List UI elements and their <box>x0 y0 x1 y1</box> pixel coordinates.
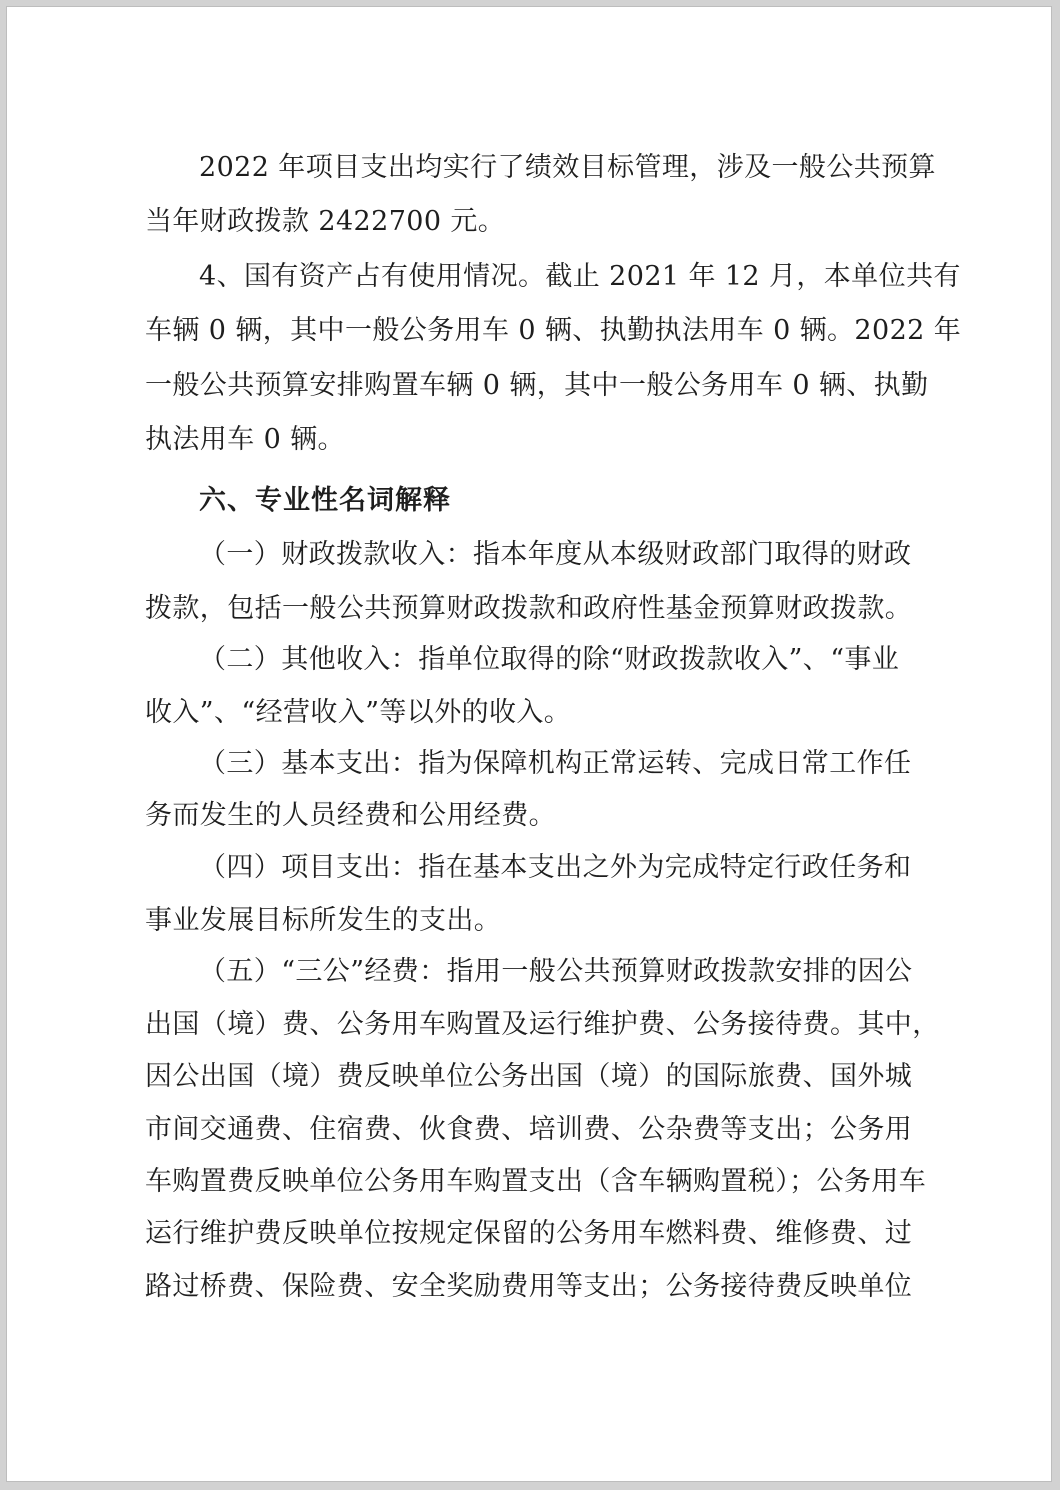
text-line: （一）财政拨款收入：指本年度从本级财政部门取得的财政 <box>199 539 912 570</box>
text-line: （三）基本支出：指为保障机构正常运转、完成日常工作任 <box>199 748 912 779</box>
text-line: 车辆 0 辆，其中一般公务用车 0 辆、执勤执法用车 0 辆。2022 年 <box>145 315 962 346</box>
text-line: 路过桥费、保险费、安全奖励费用等支出；公务接待费反映单位 <box>145 1271 913 1302</box>
section-heading: 六、专业性名词解释 <box>199 485 451 516</box>
text-line: 2022 年项目支出均实行了绩效目标管理，涉及一般公共预算 <box>199 152 936 183</box>
document-page <box>6 6 1052 1482</box>
text-line: （二）其他收入：指单位取得的除“财政拨款收入”、“事业 <box>199 644 900 675</box>
text-line: 事业发展目标所发生的支出。 <box>145 905 502 936</box>
text-line: 运行维护费反映单位按规定保留的公务用车燃料费、维修费、过 <box>145 1218 913 1249</box>
text-line: 出国（境）费、公务用车购置及运行维护费、公务接待费。其中， <box>145 1009 940 1040</box>
text-line: 务而发生的人员经费和公用经费。 <box>145 800 556 831</box>
text-line: 车购置费反映单位公务用车购置支出（含车辆购置税）；公务用车 <box>145 1166 927 1197</box>
text-line: 执法用车 0 辆。 <box>145 424 345 455</box>
text-line: 拨款，包括一般公共预算财政拨款和政府性基金预算财政拨款。 <box>145 593 913 624</box>
text-line: 收入”、“经营收入”等以外的收入。 <box>145 697 572 728</box>
text-line: 因公出国（境）费反映单位公务出国（境）的国际旅费、国外城 <box>145 1061 913 1092</box>
text-line: 4、国有资产占有使用情况。截止 2021 年 12 月，本单位共有 <box>199 261 961 292</box>
text-line: （五）“三公”经费：指用一般公共预算财政拨款安排的因公 <box>199 956 913 987</box>
text-line: 市间交通费、住宿费、伙食费、培训费、公杂费等支出；公务用 <box>145 1114 913 1145</box>
text-line: （四）项目支出：指在基本支出之外为完成特定行政任务和 <box>199 852 912 883</box>
text-line: 一般公共预算安排购置车辆 0 辆，其中一般公务用车 0 辆、执勤 <box>145 370 929 401</box>
text-line: 当年财政拨款 2422700 元。 <box>145 206 506 237</box>
